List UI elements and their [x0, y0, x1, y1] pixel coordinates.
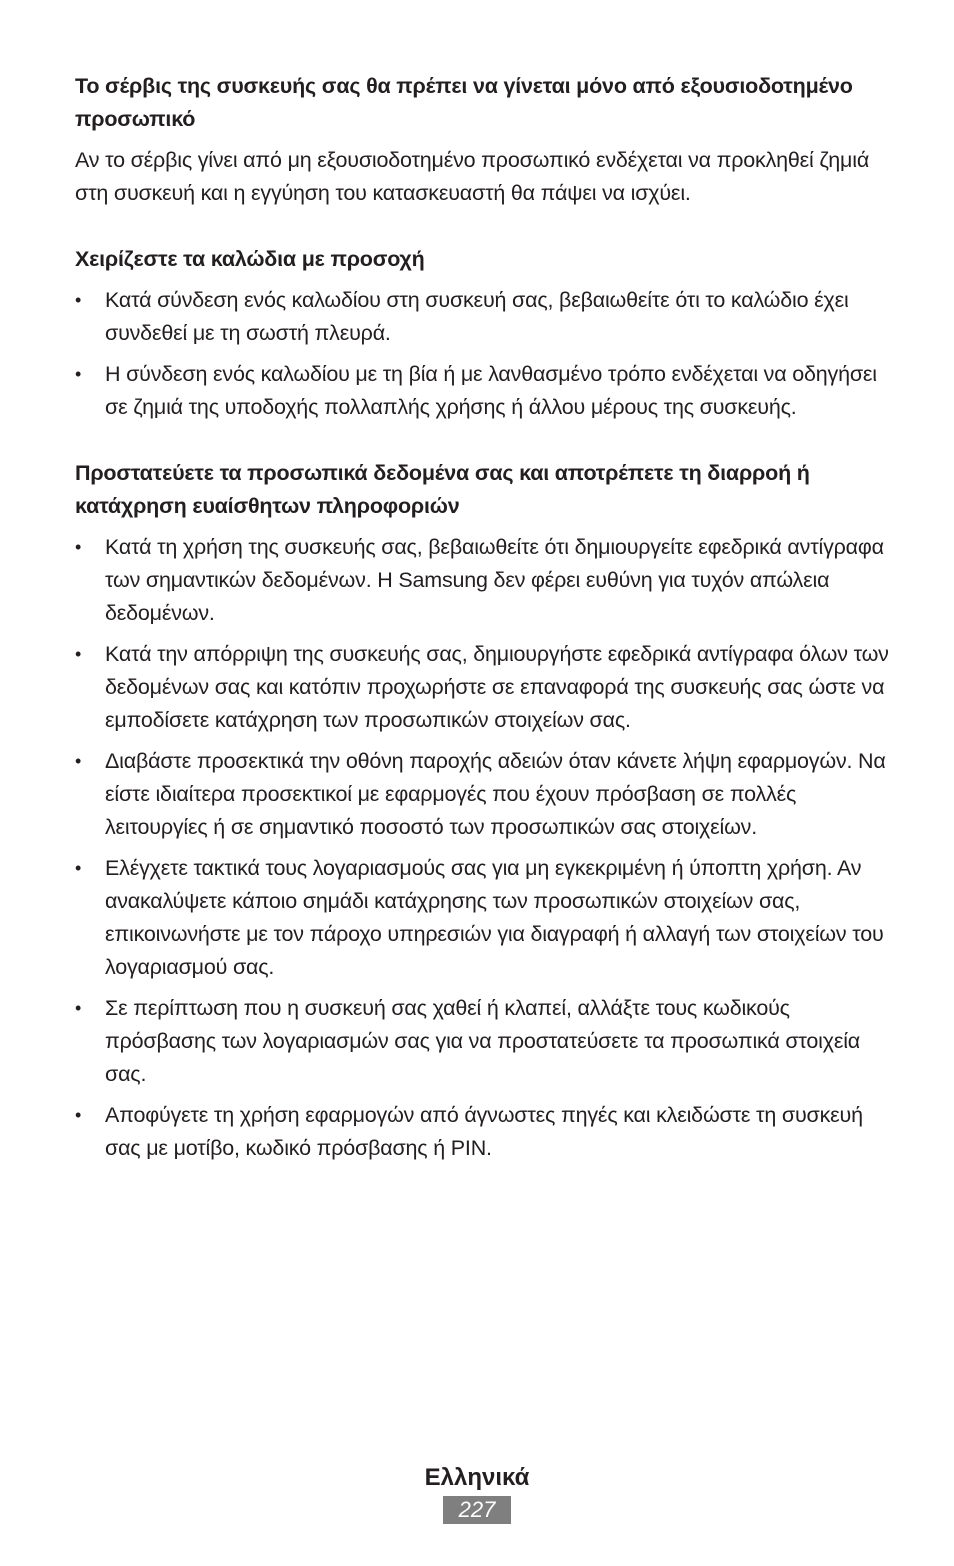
list-item — [75, 852, 895, 984]
list-item-text: Κατά τη χρήση της συσκευής σας, βεβαιωθείτε ότι δημιουργείτε εφεδρικά αντίγραφα των σημαντικών δεδομένων. Η Samsung δεν φέρει ευθύνη για τυχόν απώλεια δεδομένων. — [105, 535, 884, 625]
list-item-text: Η σύνδεση ενός καλωδίου με τη βία ή με λανθασμένο τρόπο ενδέχεται να οδηγήσει σε ζημιά της υποδοχής πολλαπλής χρήσης ή άλλου μέρους της συσκευής. — [105, 362, 877, 419]
list-item — [75, 745, 895, 844]
list-item-text: Κατά σύνδεση ενός καλωδίου στη συσκευή σας, βεβαιωθείτε ότι το καλώδιο έχει συνδεθεί με τη σωστή πλευρά. — [105, 288, 849, 345]
section-paragraph: Αν το σέρβις γίνει από μη εξουσιοδοτημένο προσωπικό ενδέχεται να προκληθεί ζημιά στη συσκευή και η εγγύηση του κατασκευαστή θα πάψει να ισχύει. — [75, 148, 870, 205]
document-body — [75, 70, 895, 1198]
list-item-text: Αποφύγετε τη χρήση εφαρμογών από άγνωστες πηγές και κλειδώστε τη συσκευή σας με μοτίβο, κωδικό πρόσβασης ή PIN. — [105, 1103, 863, 1160]
bullet-list — [75, 284, 895, 424]
list-item — [75, 638, 895, 737]
page-footer — [0, 1462, 954, 1524]
list-item-text: Ελέγχετε τακτικά τους λογαριασμούς σας για μη εγκεκριμένη ή ύποπτη χρήση. Αν ανακαλύψετε κάποιο σημάδι κατάχρησης των προσωπικών στοιχείων σας, επικοινωνήστε με τον πάροχο υπηρεσιών για διαγραφή ή αλλαγή των στοιχείων του λογαριασμού σας. — [105, 856, 884, 979]
list-item — [75, 284, 895, 350]
list-item — [75, 531, 895, 630]
list-item-text: Διαβάστε προσεκτικά την οθόνη παροχής αδειών όταν κάνετε λήψη εφαρμογών. Να είστε ιδιαίτερα προσεκτικοί με εφαρμογές που έχουν πρόσβαση σε πολλές λειτουργίες ή σε σημαντικό ποσοστό των προσωπικών σας στοιχείων. — [105, 749, 886, 839]
bullet-icon: • — [75, 998, 82, 1018]
bullet-icon: • — [75, 1105, 82, 1125]
bullet-icon: • — [75, 858, 82, 878]
page-number: 227 — [443, 1496, 511, 1524]
bullet-icon: • — [75, 290, 82, 310]
list-item-text: Σε περίπτωση που η συσκευή σας χαθεί ή κλαπεί, αλλάξτε τους κωδικούς πρόσβασης των λογαριασμών σας για να προστατεύσετε τα προσωπικά στοιχεία σας. — [105, 996, 861, 1086]
section-heading: Το σέρβις της συσκευής σας θα πρέπει να γίνεται μόνο από εξουσιοδοτημένο προσωπικό — [75, 74, 853, 131]
list-item-text: Κατά την απόρριψη της συσκευής σας, δημιουργήστε εφεδρικά αντίγραφα όλων των δεδομένων σας και κατόπιν προχωρήστε σε επαναφορά της συσκευής σας ώστε να εμποδίσετε κατάχρηση των προσωπικών στοιχείων σας. — [105, 642, 889, 732]
section-heading: Προστατεύετε τα προσωπικά δεδομένα σας και αποτρέπετε τη διαρροή ή κατάχρηση ευαίσθητων πληροφοριών — [75, 461, 810, 518]
bullet-icon: • — [75, 751, 82, 771]
list-item — [75, 992, 895, 1091]
bullet-icon: • — [75, 364, 82, 384]
list-item — [75, 358, 895, 424]
section-heading: Χειρίζεστε τα καλώδια με προσοχή — [75, 247, 425, 271]
section-service — [75, 70, 895, 210]
bullet-list — [75, 531, 895, 1165]
footer-language: Ελληνικά — [424, 1464, 530, 1491]
section-privacy — [75, 457, 895, 1165]
bullet-icon: • — [75, 644, 82, 664]
bullet-icon: • — [75, 537, 82, 557]
section-cables — [75, 243, 895, 424]
list-item — [75, 1099, 895, 1165]
